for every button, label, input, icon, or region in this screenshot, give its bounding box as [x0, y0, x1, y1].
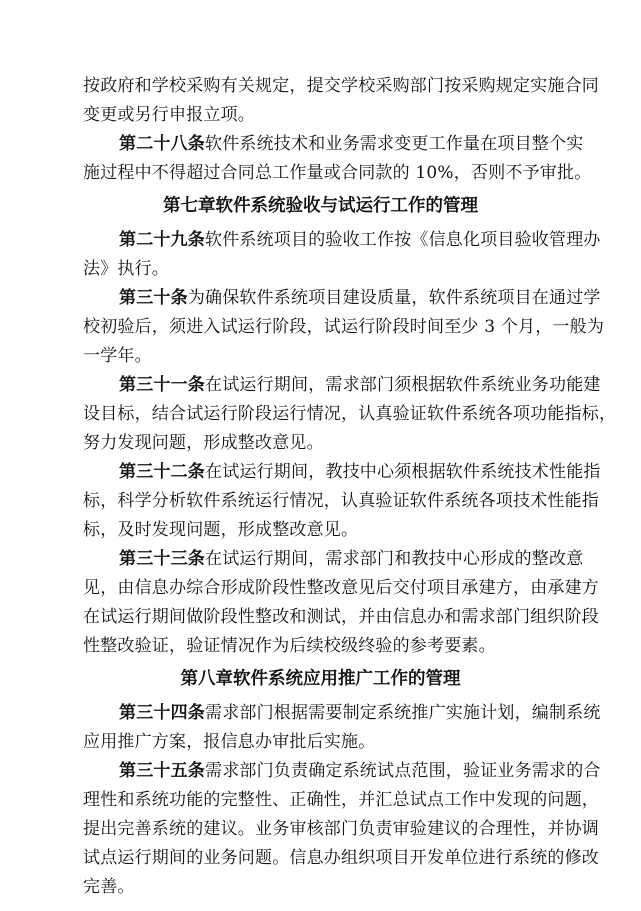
article-29-line-1: 第二十九条软件系统项目的验收工作按《信息化项目验收管理办	[119, 230, 601, 250]
text-line: 变更或另行申报立项。	[83, 105, 255, 125]
text-line: 试点运行期间的业务问题。信息办组织项目开发单位进行系统的修改	[83, 848, 599, 868]
article-28-line-1: 第二十八条软件系统技术和业务需求变更工作量在项目整个实	[119, 134, 584, 154]
article-35-line-1: 第三十五条需求部门负责确定系统试点范围，验证业务需求的合	[119, 761, 601, 781]
chapter-heading: 第七章软件系统验收与试运行工作的管理	[163, 196, 478, 216]
text-line: 努力发现问题，形成整改意见。	[83, 433, 324, 453]
article-31-line-1: 第三十一条在试运行期间，需求部门须根据软件系统业务功能建	[119, 375, 601, 395]
text-line: 完善。	[83, 877, 135, 897]
article-34-line-1: 第三十四条需求部门根据需要制定系统推广实施计划，编制系统	[119, 703, 601, 723]
text-line: 法》执行。	[83, 259, 169, 279]
article-30-line-1: 第三十条为确保软件系统项目建设质量，软件系统项目在通过学	[119, 288, 601, 308]
text-line: 在试运行期间做阶段性整改和测试，并由信息办和需求部门组织阶段	[83, 607, 599, 627]
article-number: 第三十条	[119, 288, 188, 308]
text-line: 按政府和学校采购有关规定，提交学校采购部门按采购规定实施合同	[83, 76, 599, 96]
text-line: 提出完善系统的建议。业务审核部门负责审验建议的合理性，并协调	[83, 819, 599, 839]
text-line: 应用推广方案，报信息办审批后实施。	[83, 732, 376, 752]
chapter-heading: 第八章软件系统应用推广工作的管理	[180, 669, 461, 689]
article-number: 第三十二条	[119, 462, 205, 482]
article-number: 第三十五条	[119, 761, 205, 781]
article-number: 第三十一条	[119, 375, 205, 395]
article-number: 第二十九条	[119, 230, 205, 250]
article-33-line-1: 第三十三条在试运行期间，需求部门和教技中心形成的整改意	[119, 549, 584, 569]
text-line: 理性和系统功能的完整性、正确性，并汇总试点工作中发现的问题，	[83, 790, 599, 810]
article-number: 第三十三条	[119, 549, 205, 569]
text-line: 校初验后，须进入试运行阶段，试运行阶段时间至少 3 个月，一般为	[83, 317, 605, 337]
text-line: 设目标，结合试运行阶段运行情况，认真验证软件系统各项功能指标，	[83, 404, 617, 424]
text-line: 标，科学分析软件系统运行情况，认真验证软件系统各项技术性能指	[83, 491, 599, 511]
text-line: 施过程中不得超过合同总工作量或合同款的 10%，否则不予审批。	[83, 163, 592, 183]
text-line: 见，由信息办综合形成阶段性整改意见后交付项目承建方，由承建方	[83, 578, 599, 598]
article-number: 第二十八条	[119, 134, 205, 154]
text-line: 性整改验证，验证情况作为后续校级终验的参考要素。	[83, 636, 496, 656]
article-number: 第三十四条	[119, 703, 205, 723]
article-32-line-1: 第三十二条在试运行期间，教技中心须根据软件系统技术性能指	[119, 462, 601, 482]
text-line: 一学年。	[83, 346, 152, 366]
text-line: 标，及时发现问题，形成整改意见。	[83, 520, 359, 540]
